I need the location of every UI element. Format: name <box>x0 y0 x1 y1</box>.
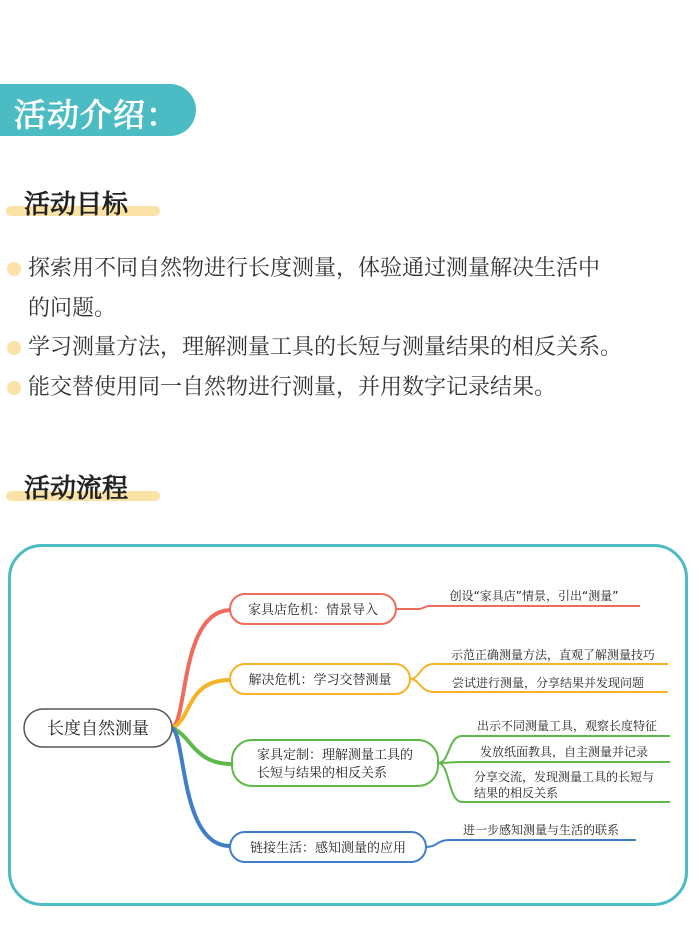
leaf-label-3-3-line-1: 分享交流，发现测量工具的长短与 <box>474 770 655 784</box>
leaf-label-3-1: 出示不同测量工具，观察长度特征 <box>476 719 658 733</box>
branch-label-2: 解决危机：学习交替测量 <box>248 673 392 688</box>
leaf-label-3-3-line-2: 结果的相反关系 <box>474 786 559 800</box>
intro-banner-label: 活动介绍： <box>14 96 180 134</box>
connector-branch-4 <box>172 728 230 846</box>
branch-label-4: 链接生活：感知测量的应用 <box>249 841 407 856</box>
leaf-label-2-2: 尝试进行测量，分享结果并发现问题 <box>451 676 645 690</box>
goal-item-2: 学习测量方法，理解测量工具的长短与测量结果的相反关系。 <box>28 335 623 360</box>
goals-section-title: 活动目标 <box>24 190 129 220</box>
leaf-line-4-1 <box>426 840 636 847</box>
branch-label-3-line-2: 长短与结果的相反关系 <box>256 766 388 781</box>
leaf-label-4-1: 进一步感知测量与生活的联系 <box>462 823 620 837</box>
branch-label-3-line-1: 家具定制：理解测量工具的 <box>256 748 414 763</box>
connector-branch-1 <box>172 610 230 728</box>
leaf-label-1-1: 创设“家具店”情景，引出“测量” <box>449 589 619 603</box>
goal-item-3: 能交替使用同一自然物进行测量，并用数字记录结果。 <box>28 375 557 400</box>
goal-item-1-line-2: 的问题。 <box>28 296 117 321</box>
leaf-label-3-2: 发放纸面教具，自主测量并记录 <box>479 745 649 759</box>
leaf-line-1-1 <box>396 606 640 609</box>
goal-item-1-line-1: 探索用不同自然物进行长度测量，体验通过测量解决生活中 <box>28 256 601 281</box>
leaf-line-3-2 <box>438 762 670 763</box>
branch-label-1: 家具店危机：情景导入 <box>247 603 379 618</box>
flow-section-title: 活动流程 <box>24 474 129 504</box>
leaf-label-2-1: 示范正确测量方法，直观了解测量技巧 <box>450 648 656 662</box>
mindmap-root-label: 长度自然测量 <box>47 719 149 739</box>
